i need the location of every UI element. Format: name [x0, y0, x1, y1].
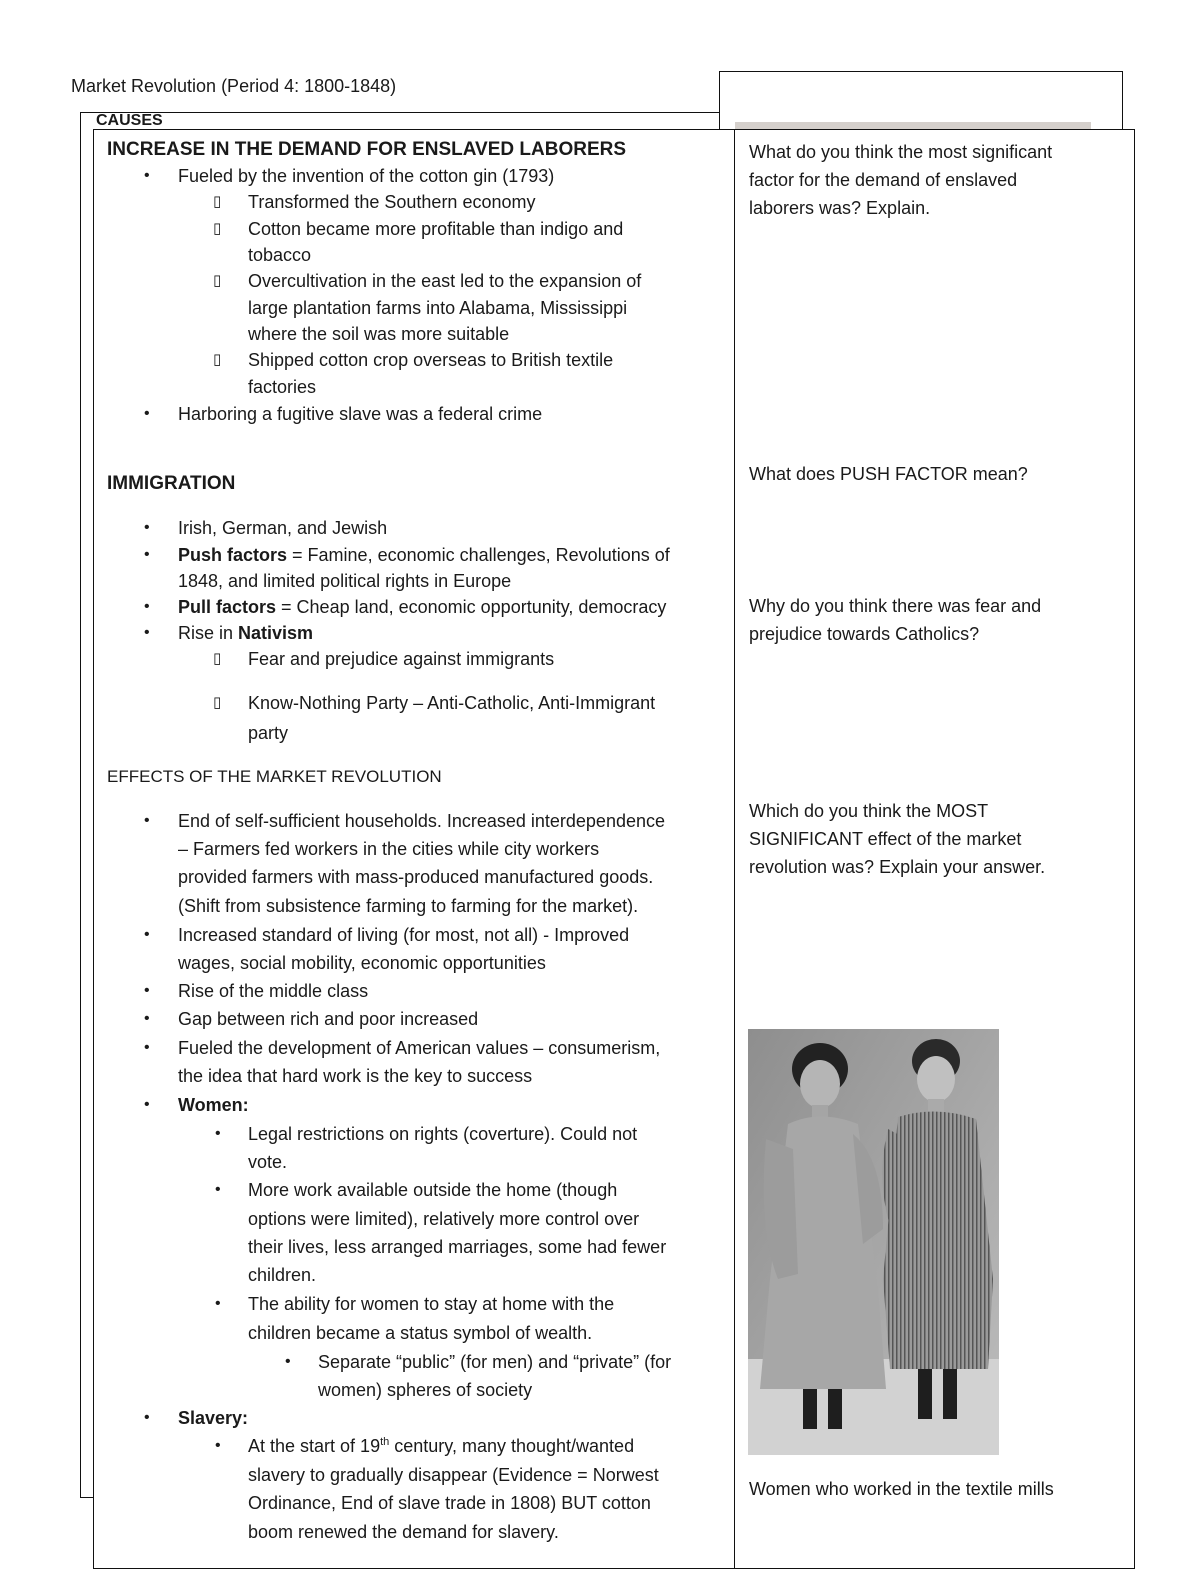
- question-3-line2: prejudice towards Catholics?: [749, 624, 980, 644]
- question-4-line2: SIGNIFICANT effect of the market: [749, 829, 1022, 849]
- immigration-heading: IMMIGRATION: [107, 473, 236, 494]
- bullet-icon: •: [144, 982, 150, 999]
- textile-workers-photo: [748, 1029, 999, 1455]
- slavery-1-sup: th: [380, 1436, 390, 1448]
- bullet-icon: •: [285, 1353, 291, 1370]
- bullet-icon: •: [144, 926, 150, 943]
- push-factors-line1: [178, 542, 670, 568]
- bullet-icon: •: [144, 1409, 150, 1426]
- demand-sub-4-line1: Shipped cotton crop overseas to British textile: [248, 350, 614, 370]
- page-title: Market Revolution (Period 4: 1800-1848): [71, 76, 397, 96]
- women-2-line3: their lives, less arranged marriages, some had fewer: [248, 1237, 667, 1257]
- sub-bullet-icon: ▯: [213, 272, 222, 289]
- hidden-heading: CAUSES: [96, 114, 163, 126]
- bullet-icon: •: [215, 1125, 221, 1142]
- immigration-bullet-1: Irish, German, and Jewish: [178, 518, 388, 538]
- pull-factors-line: [178, 594, 666, 620]
- demand-sub-3-line3: where the soil was more suitable: [248, 324, 510, 344]
- effects-heading: EFFECTS OF THE MARKET REVOLUTION: [107, 767, 442, 786]
- sub-bullet-icon: ▯: [213, 351, 222, 368]
- question-3-line1: Why do you think there was fear and: [749, 596, 1042, 616]
- effect-2-line1: Increased standard of living (for most, not all) - Improved: [178, 925, 630, 945]
- women-2-line4: children.: [248, 1265, 317, 1285]
- pull-factors-text: = Cheap land, economic opportunity, democracy: [276, 597, 667, 617]
- nativism-label: Nativism: [238, 623, 314, 643]
- women-2-line2: options were limited), relatively more control over: [248, 1209, 640, 1229]
- question-4-line3: revolution was? Explain your answer.: [749, 857, 1046, 877]
- demand-sub-2-line1: Cotton became more profitable than indigo and: [248, 219, 624, 239]
- sub-bullet-icon: ▯: [213, 650, 222, 667]
- question-1-line3: laborers was? Explain.: [749, 198, 931, 218]
- bullet-icon: •: [215, 1437, 221, 1454]
- nativism-line: [178, 620, 313, 646]
- bullet-icon: •: [144, 405, 150, 422]
- women-heading: Women:: [178, 1095, 249, 1115]
- slavery-1-line1: [248, 1433, 634, 1459]
- women-3-line1: The ability for women to stay at home with the: [248, 1294, 615, 1314]
- bullet-icon: •: [144, 546, 150, 563]
- bullet-icon: •: [144, 1096, 150, 1113]
- slavery-1-pre: At the start of 19: [248, 1436, 381, 1456]
- nativism-sub-2-line2: party: [248, 723, 289, 743]
- demand-heading: INCREASE IN THE DEMAND FOR ENSLAVED LABORERS: [107, 139, 627, 160]
- effect-4: Gap between rich and poor increased: [178, 1009, 479, 1029]
- bullet-icon: •: [144, 167, 150, 184]
- bullet-icon: •: [144, 812, 150, 829]
- women-1-line1: Legal restrictions on rights (coverture). Could not: [248, 1124, 638, 1144]
- effect-1-line2: – Farmers fed workers in the cities while city workers: [178, 839, 600, 859]
- slavery-1-line2: slavery to gradually disappear (Evidence = Norwest: [248, 1465, 659, 1485]
- bullet-icon: •: [215, 1295, 221, 1312]
- effect-5-line1: Fueled the development of American values – consumerism,: [178, 1038, 661, 1058]
- demand-sub-3-line1: Overcultivation in the east led to the expansion of: [248, 271, 642, 291]
- bullet-icon: •: [144, 1010, 150, 1027]
- demand-sub-3-line2: large plantation farms into Alabama, Mississippi: [248, 298, 628, 318]
- sub-bullet-icon: ▯: [213, 193, 222, 210]
- slavery-1-line3: Ordinance, End of slave trade in 1808) BUT cotton: [248, 1493, 651, 1513]
- women-3-line2: children became a status symbol of wealth.: [248, 1323, 593, 1343]
- effect-1-line4: (Shift from subsistence farming to farming for the market).: [178, 896, 639, 916]
- women-4-line2: women) spheres of society: [318, 1380, 533, 1400]
- effect-3: Rise of the middle class: [178, 981, 369, 1001]
- question-2: What does PUSH FACTOR mean?: [749, 464, 1028, 484]
- demand-bullet-1: Fueled by the invention of the cotton gin (1793): [178, 166, 555, 186]
- bullet-icon: •: [144, 519, 150, 536]
- bullet-icon: •: [144, 624, 150, 641]
- demand-sub-2-line2: tobacco: [248, 245, 312, 265]
- women-4-line1: Separate “public” (for men) and “private” (for: [318, 1352, 672, 1372]
- photo-caption: Women who worked in the textile mills: [749, 1479, 1054, 1499]
- nativism-prefix: Rise in: [178, 623, 239, 643]
- women-2-line1: More work available outside the home (though: [248, 1180, 618, 1200]
- sub-bullet-icon: ▯: [213, 694, 222, 711]
- effect-1-line3: provided farmers with mass-produced manufactured goods.: [178, 867, 654, 887]
- nativism-sub-2-line1: Know-Nothing Party – Anti-Catholic, Anti-Immigrant: [248, 693, 656, 713]
- effect-2-line2: wages, social mobility, economic opportunities: [178, 953, 546, 973]
- pull-factors-label: Pull factors: [178, 597, 277, 617]
- push-factors-label: Push factors: [178, 545, 288, 565]
- push-factors-line2: 1848, and limited political rights in Europe: [178, 571, 512, 591]
- question-1-line1: What do you think the most significant: [749, 142, 1053, 162]
- effect-5-line2: the idea that hard work is the key to success: [178, 1066, 533, 1086]
- bullet-icon: •: [144, 598, 150, 615]
- push-factors-text: = Famine, economic challenges, Revolutions of: [287, 545, 670, 565]
- nativism-sub-1: Fear and prejudice against immigrants: [248, 649, 555, 669]
- sub-bullet-icon: ▯: [213, 220, 222, 237]
- effect-1-line1: End of self-sufficient households. Increased interdependence: [178, 811, 665, 831]
- women-1-line2: vote.: [248, 1152, 288, 1172]
- slavery-1-post: century, many thought/wanted: [389, 1436, 635, 1456]
- bullet-icon: •: [215, 1181, 221, 1198]
- demand-bullet-2: Harboring a fugitive slave was a federal crime: [178, 404, 543, 424]
- question-4-line1: Which do you think the MOST: [749, 801, 989, 821]
- question-1-line2: factor for the demand of enslaved: [749, 170, 1018, 190]
- demand-sub-1: Transformed the Southern economy: [248, 192, 536, 212]
- slavery-heading: Slavery:: [178, 1408, 249, 1428]
- demand-sub-4-line2: factories: [248, 377, 317, 397]
- bullet-icon: •: [144, 1039, 150, 1056]
- slavery-1-line4: boom renewed the demand for slavery.: [248, 1522, 559, 1542]
